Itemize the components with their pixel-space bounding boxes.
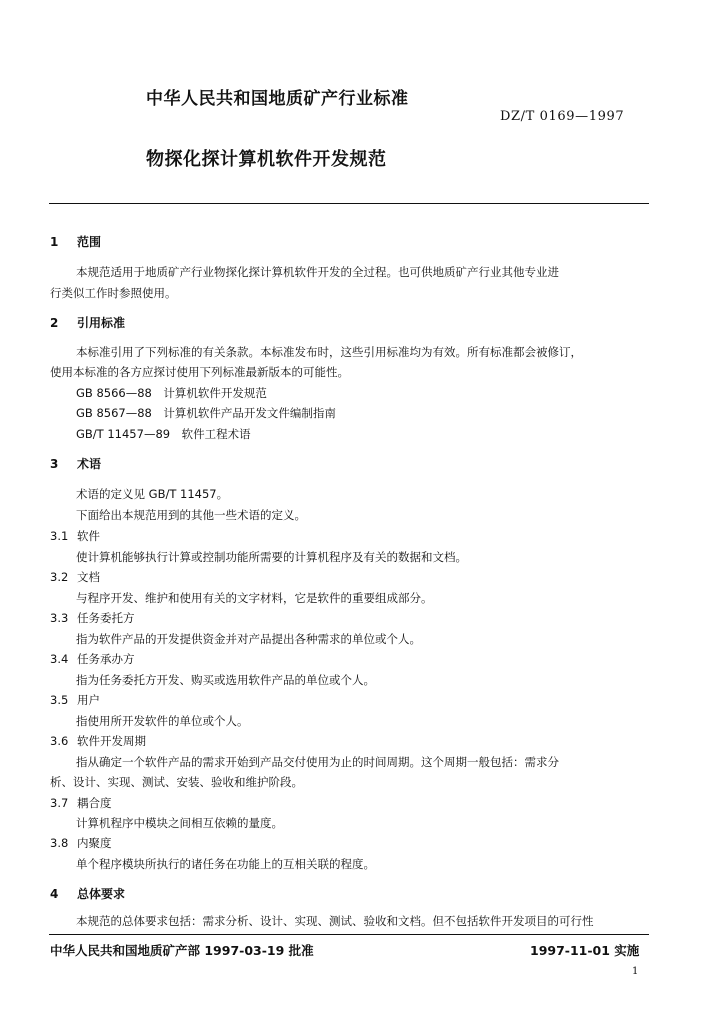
term-name: 任务委托方 <box>77 611 135 625</box>
term-name: 软件 <box>77 529 100 543</box>
term-number: 3.8 <box>50 836 69 850</box>
reference-standard: GB 8566—88 计算机软件开发规范 <box>76 386 267 400</box>
term-heading <box>50 733 146 749</box>
term-definition: 指为软件产品的开发提供资金并对产品提出各种需求的单位或个人。 <box>76 632 421 646</box>
term-name: 内聚度 <box>77 836 112 850</box>
paragraph: 行类似工作时参照使用。 <box>50 286 177 300</box>
term-heading <box>50 610 135 626</box>
section-title: 总体要求 <box>77 887 126 901</box>
section-2-heading <box>50 314 125 331</box>
standard-code: DZ/T 0169—1997 <box>500 109 625 124</box>
section-4-heading <box>50 885 125 902</box>
term-definition: 与程序开发、维护和使用有关的文字材料，它是软件的重要组成部分。 <box>76 591 433 605</box>
issuing-body: 中华人民共和国地质矿产行业标准 <box>146 89 409 109</box>
term-heading <box>50 569 100 585</box>
section-title: 引用标准 <box>77 316 126 330</box>
term-heading <box>50 651 135 667</box>
term-name: 任务承办方 <box>77 652 135 666</box>
term-heading <box>50 692 100 708</box>
term-name: 用户 <box>77 693 100 707</box>
term-definition: 指使用所开发软件的单位或个人。 <box>76 714 249 728</box>
section-number: 1 <box>50 235 59 249</box>
header-rule <box>49 203 649 204</box>
section-1-heading <box>50 233 101 250</box>
reference-standard: GB/T 11457—89 软件工程术语 <box>76 427 251 441</box>
term-definition: 使计算机能够执行计算或控制功能所需要的计算机程序及有关的数据和文档。 <box>76 550 467 564</box>
paragraph: 本标准引用了下列标准的有关条款。本标准发布时，这些引用标准均为有效。所有标准都会被修订， <box>76 345 582 359</box>
term-definition-continued: 析、设计、实现、测试、安装、验收和维护阶段。 <box>50 775 303 789</box>
section-number: 4 <box>50 887 59 901</box>
term-number: 3.4 <box>50 652 69 666</box>
term-number: 3.5 <box>50 693 69 707</box>
term-heading <box>50 835 112 851</box>
term-heading <box>50 528 100 544</box>
approval-line: 中华人民共和国地质矿产部 1997-03-19 批准 <box>50 943 314 958</box>
paragraph: 本规范的总体要求包括：需求分析、设计、实现、测试、验收和文档。但不包括软件开发项目的可行性 <box>76 914 594 928</box>
term-definition: 单个程序模块所执行的诸任务在功能上的互相关联的程度。 <box>76 857 375 871</box>
paragraph: 术语的定义见 GB/T 11457。 <box>76 487 229 501</box>
term-name: 文档 <box>77 570 100 584</box>
term-definition: 指从确定一个软件产品的需求开始到产品交付使用为止的时间周期。这个周期一般包括：需求分 <box>76 755 559 769</box>
section-title: 范围 <box>77 235 102 249</box>
paragraph: 本规范适用于地质矿产行业物探化探计算机软件开发的全过程。也可供地质矿产行业其他专业进 <box>76 265 559 279</box>
term-name: 软件开发周期 <box>77 734 146 748</box>
section-number: 2 <box>50 316 59 330</box>
reference-standard: GB 8567—88 计算机软件产品开发文件编制指南 <box>76 406 336 420</box>
term-number: 3.7 <box>50 796 69 810</box>
effective-date: 1997-11-01 实施 <box>530 943 640 958</box>
section-3-heading <box>50 455 101 472</box>
section-title: 术语 <box>77 457 102 471</box>
term-definition: 指为任务委托方开发、购买或选用软件产品的单位或个人。 <box>76 673 375 687</box>
section-number: 3 <box>50 457 59 471</box>
term-heading <box>50 795 112 811</box>
page-number: 1 <box>632 966 639 977</box>
footer-rule <box>49 934 649 935</box>
document-title: 物探化探计算机软件开发规范 <box>146 149 387 170</box>
paragraph: 使用本标准的各方应探讨使用下列标准最新版本的可能性。 <box>50 365 349 379</box>
term-definition: 计算机程序中模块之间相互依赖的量度。 <box>76 816 283 830</box>
term-number: 3.2 <box>50 570 69 584</box>
term-number: 3.6 <box>50 734 69 748</box>
term-number: 3.3 <box>50 611 69 625</box>
paragraph: 下面给出本规范用到的其他一些术语的定义。 <box>76 508 306 522</box>
term-name: 耦合度 <box>77 796 112 810</box>
term-number: 3.1 <box>50 529 69 543</box>
